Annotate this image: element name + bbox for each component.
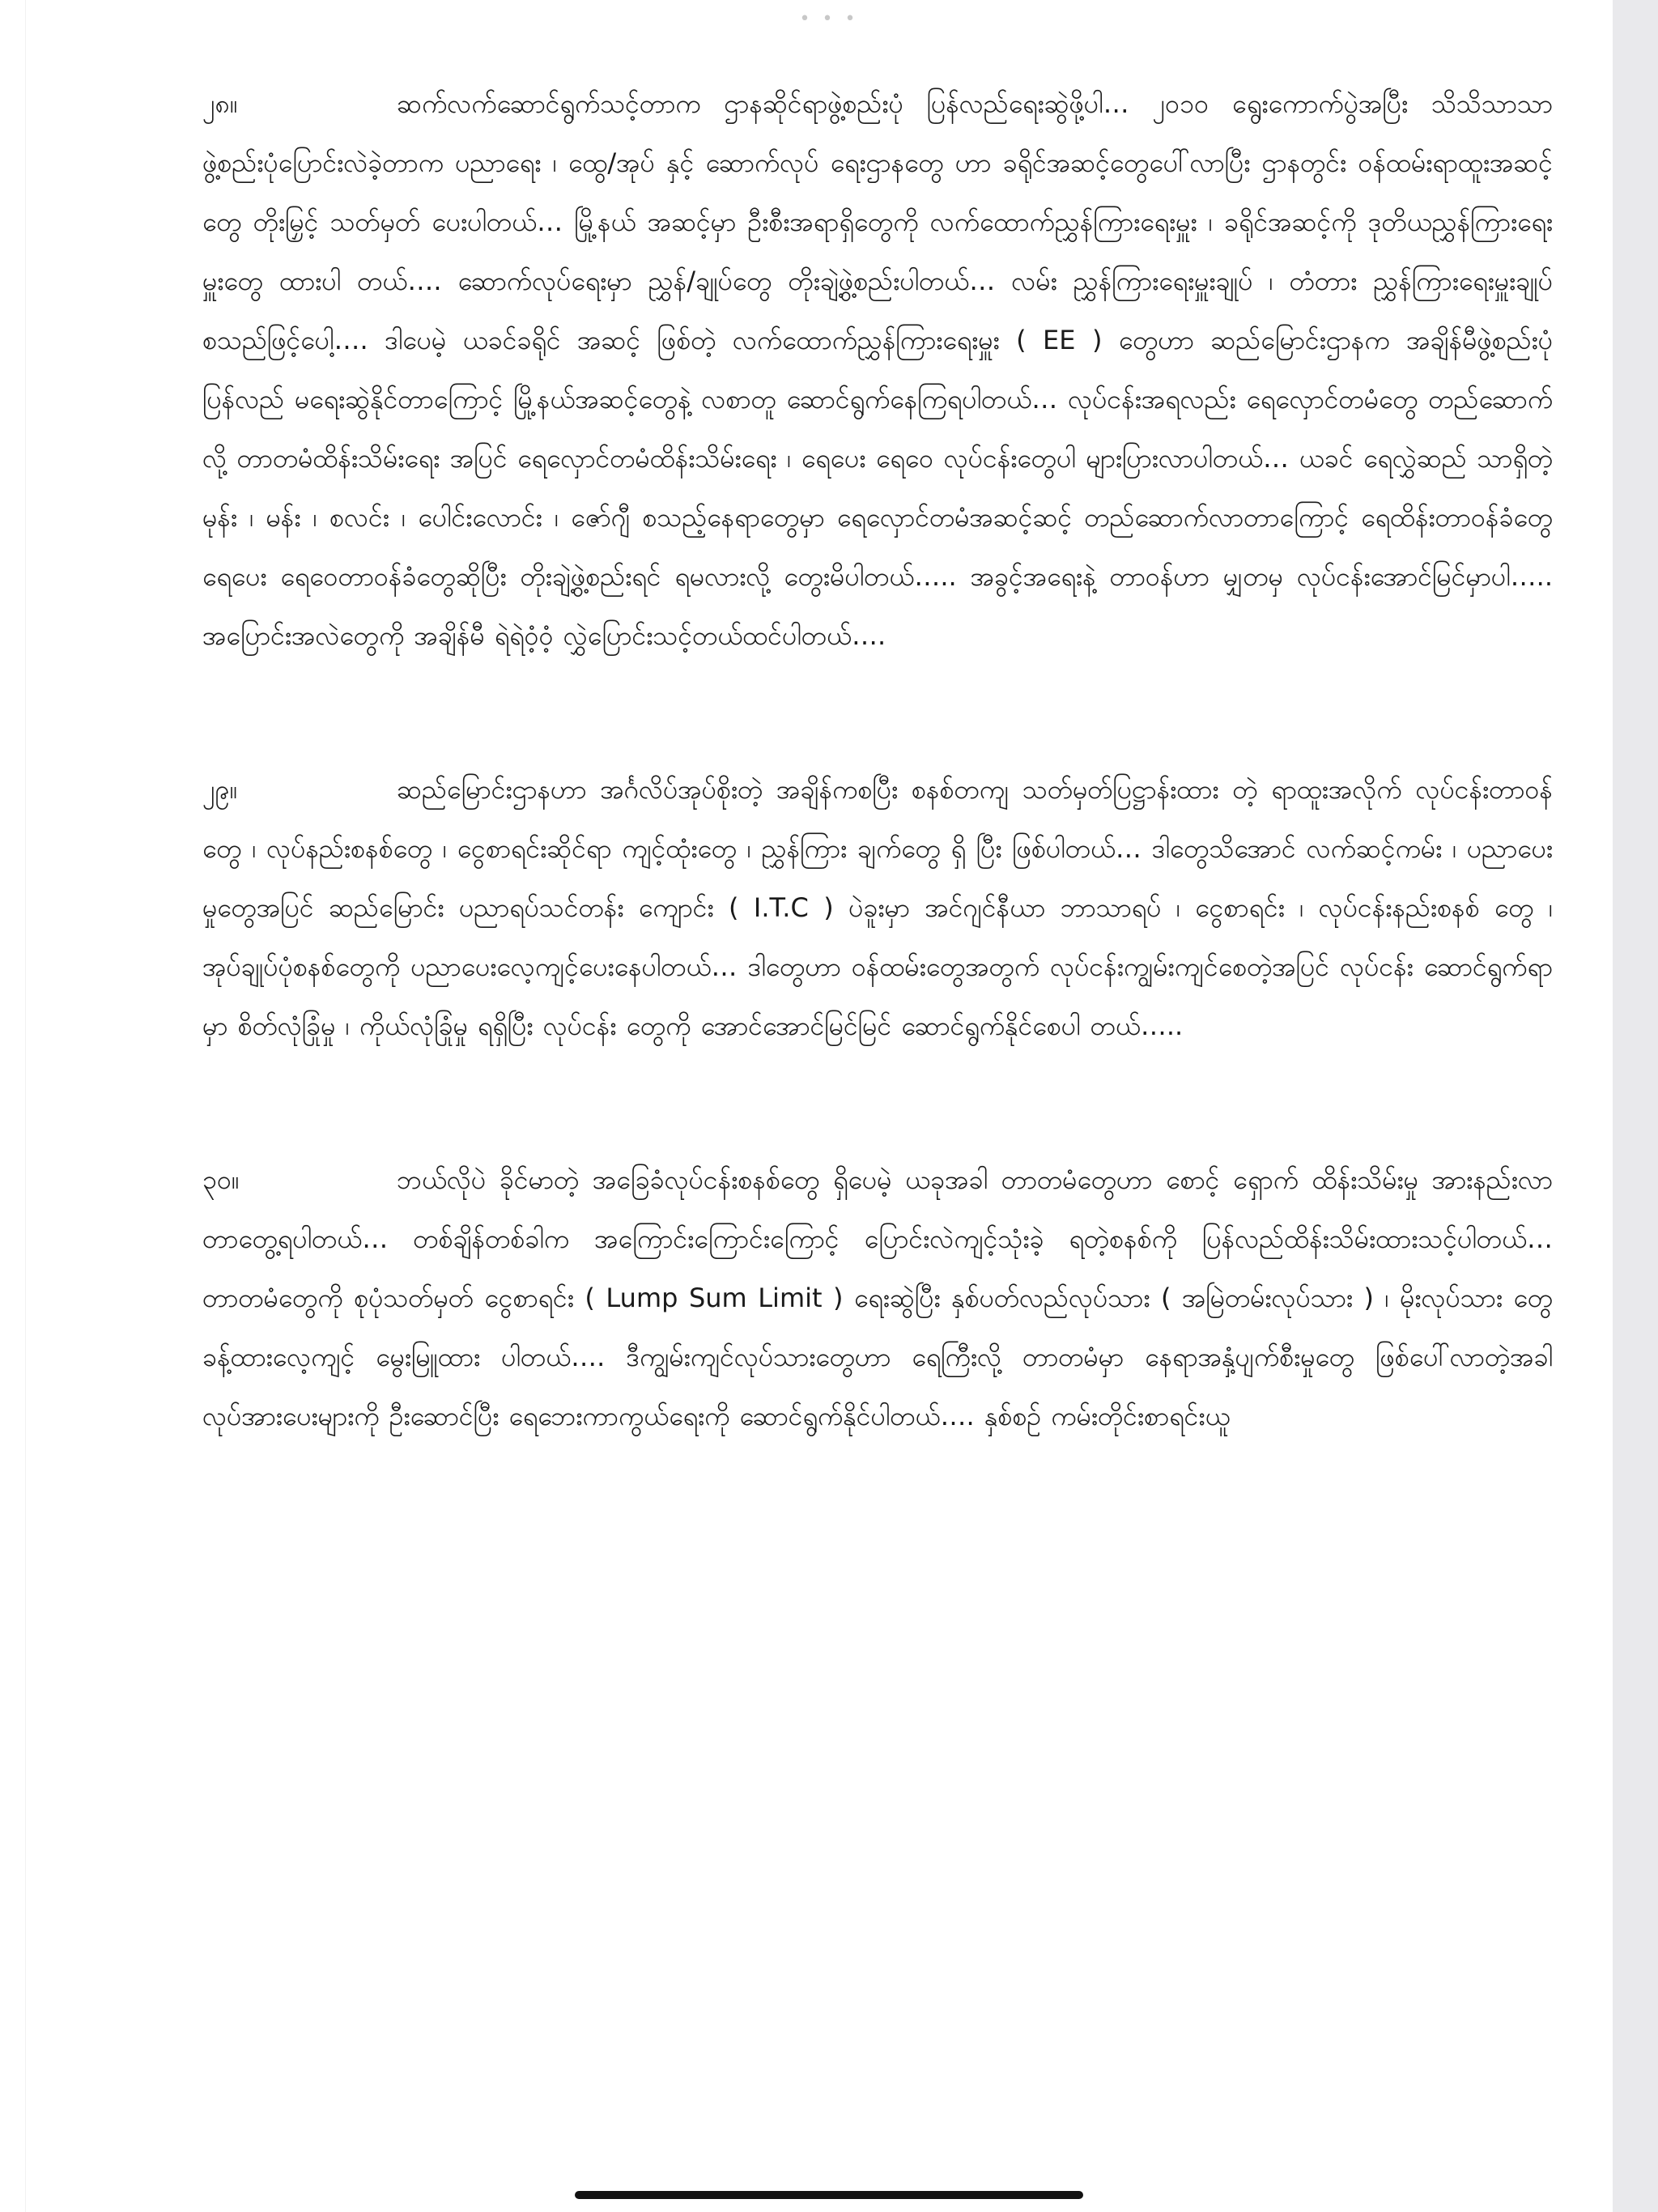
- paragraph-29: [202, 760, 1553, 1056]
- document-body: [202, 74, 1553, 1446]
- paragraph-text: ဆက်လက်ဆောင်ရွက်သင့်တာက ဌာနဆိုင်ရာဖွဲ့စည်းပုံ ပြန်လည်ရေးဆွဲဖို့ပါ… ၂၀၁၀ ရွေးကောက်ပွဲအပြီး သိသိသာသာ ဖွဲ့စည်းပုံပြောင်းလဲခဲ့တာက ပညာရေး ၊ ထွေ/အုပ် နှင့် ဆောက်လုပ် ရေးဌာနတွေ ဟာ ခရိုင်အဆင့်တွေပေါ်လာပြီး ဌာနတွင်း ဝန်ထမ်းရာထူးအဆင့်တွေ တိုးမြှင့် သတ်မှတ် ပေးပါတယ်… မြို့နယ် အဆင့်မှာ ဦးစီးအရာရှိတွေကို လက်ထောက်ညွှန်ကြားရေးမှူး ၊ ခရိုင်အဆင့်ကို ဒုတိယညွှန်ကြားရေးမှူးတွေ ထားပါ တယ်…. ဆောက်လုပ်ရေးမှာ ညွှန်/ချုပ်တွေ တိုးချဲ့ဖွဲ့စည်းပါတယ်… လမ်း ညွှန်ကြားရေးမှူးချုပ် ၊ တံတား ညွှန်ကြားရေးမှူးချုပ် စသည်ဖြင့်ပေါ့…. ဒါပေမဲ့ ယခင်ခရိုင် အဆင့် ဖြစ်တဲ့ လက်ထောက်ညွှန်ကြားရေးမှူး ( EE ) တွေဟာ ဆည်မြောင်းဌာနက အချိန်မီဖွဲ့စည်းပုံ ပြန်လည် မရေးဆွဲနိုင်တာကြောင့် မြို့နယ်အဆင့်တွေနဲ့ လစာတူ ဆောင်ရွက်နေကြရပါတယ်… လုပ်ငန်းအရလည်း ရေလှောင်တမံတွေ တည်ဆောက်လို့ တာတမံထိန်းသိမ်းရေး အပြင် ရေလှောင်တမံထိန်းသိမ်းရေး ၊ ရေပေး ရေဝေ လုပ်ငန်းတွေပါ များပြားလာပါတယ်… ယခင် ရေလွှဲဆည် သာရှိတဲ့ မုန်း ၊ မန်း ၊ စလင်း ၊ ပေါင်းလောင်း ၊ ဇော်ဂျီ စသည့်နေရာတွေမှာ ရေလှောင်တမံအဆင့်ဆင့် တည်ဆောက်လာတာကြောင့် ရေထိန်းတာဝန်ခံတွေ ရေပေး ရေဝေတာဝန်ခံတွေဆိုပြီး တိုးချဲ့ဖွဲ့စည်းရင် ရမလားလို့ တွေးမိပါတယ်….. အခွင့်အရေးနဲ့ တာဝန်ဟာ မျှတမှ လုပ်ငန်းအောင်မြင်မှာပါ….. အပြောင်းအလဲတွေကို အချိန်မီ ရဲရဲဝံ့ဝံ့ လွှဲပြောင်းသင့်တယ်ထင်ပါတယ်….: [202, 88, 1554, 651]
- paragraph-text: ဘယ်လိုပဲ ခိုင်မာတဲ့ အခြေခံလုပ်ငန်းစနစ်တွေ ရှိပေမဲ့ ယခုအခါ တာတမံတွေဟာ စောင့် ရှောက် ထိန်းသိမ်းမှု အားနည်းလာတာတွေ့ရပါတယ်… တစ်ချိန်တစ်ခါက အကြောင်းကြောင်းကြောင့် ပြောင်းလဲကျင့်သုံးခဲ့ ရတဲ့စနစ်ကို ပြန်လည်ထိန်းသိမ်းထားသင့်ပါတယ်… တာတမံတွေကို စုပုံသတ်မှတ် ငွေစာရင်း ( Lump Sum Limit ) ရေးဆွဲပြီး နှစ်ပတ်လည်လုပ်သား ( အမြဲတမ်းလုပ်သား ) ၊ မိုးလုပ်သား တွေ ခန့်ထားလေ့ကျင့် မွေးမြူထား ပါတယ်…. ဒီကျွမ်းကျင်လုပ်သားတွေဟာ ရေကြီးလို့ တာတမံမှာ နေရာအနှံ့ပျက်စီးမှုတွေ ဖြစ်ပေါ်လာတဲ့အခါ လုပ်အားပေးများကို ဦးဆောင်ပြီး ရေဘေးကာကွယ်ရေးကို ဆောင်ရွက်နိုင်ပါတယ်…. နှစ်စဉ် ကမ်းတိုင်းစာရင်းယူ: [202, 1164, 1553, 1431]
- paragraph-text: ဆည်မြောင်းဌာနဟာ အင်္ဂလိပ်အုပ်စိုးတဲ့ အချိန်ကစပြီး စနစ်တကျ သတ်မှတ်ပြဋ္ဌာန်းထား တဲ့ ရာထူးအလိုက် လုပ်ငန်းတာဝန်တွေ ၊ လုပ်နည်းစနစ်တွေ ၊ ငွေစာရင်းဆိုင်ရာ ကျင့်ထုံးတွေ ၊ ညွှန်ကြား ချက်တွေ ရှိ ပြီး ဖြစ်ပါတယ်… ဒါတွေသိအောင် လက်ဆင့်ကမ်း ၊ ပညာပေးမှုတွေအပြင် ဆည်မြောင်း ပညာရပ်သင်တန်း ကျောင်း ( I.T.C ) ပဲခူးမှာ အင်ဂျင်နီယာ ဘာသာရပ် ၊ ငွေစာရင်း ၊ လုပ်ငန်းနည်းစနစ် တွေ ၊ အုပ်ချုပ်ပုံစနစ်တွေကို ပညာပေးလေ့ကျင့်ပေးနေပါတယ်… ဒါတွေဟာ ဝန်ထမ်းတွေအတွက် လုပ်ငန်းကျွမ်းကျင်စေတဲ့အပြင် လုပ်ငန်း ဆောင်ရွက်ရာမှာ စိတ်လုံခြုံမှု ၊ ကိုယ်လုံခြုံမှု ရရှိပြီး လုပ်ငန်း တွေကို အောင်အောင်မြင်မြင် ဆောင်ရွက်နိုင်စေပါ တယ်…..: [202, 774, 1554, 1041]
- paragraph-number: ၃၀။: [202, 1164, 240, 1195]
- paragraph-28: [202, 74, 1553, 666]
- home-indicator[interactable]: [575, 2191, 1083, 2199]
- paragraph-number: ၂၉။: [202, 774, 238, 805]
- top-handle[interactable]: • • •: [799, 9, 859, 29]
- paragraph-spacer: [202, 666, 1553, 760]
- page-scroll-gutter: [1613, 0, 1658, 2212]
- paragraph-spacer: [202, 1056, 1553, 1151]
- paragraph-number: ၂၈။: [202, 88, 238, 119]
- paragraph-30: [202, 1151, 1553, 1446]
